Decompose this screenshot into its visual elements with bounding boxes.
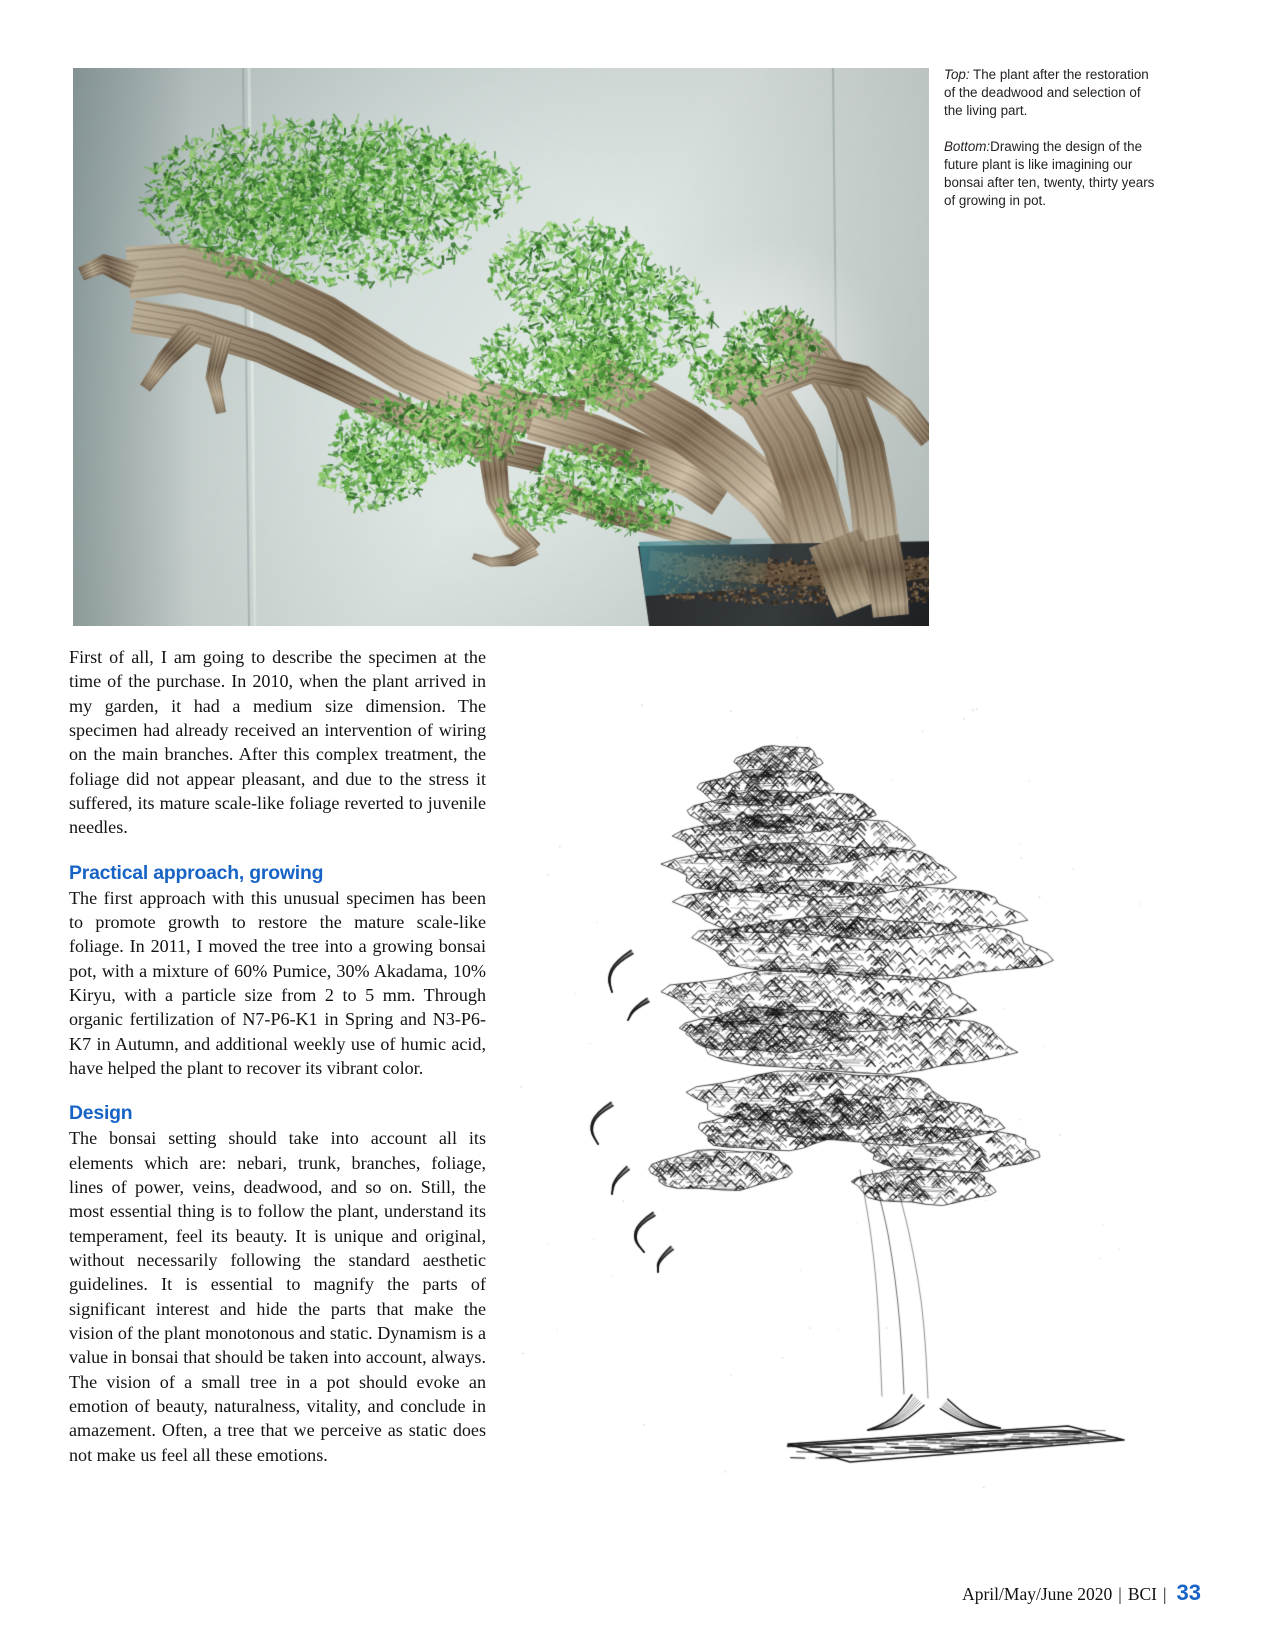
caption-top-text: The plant after the restoration of the deadwood and selection of the living part.: [944, 67, 1149, 118]
article-paragraph-practical-approach: The first approach with this unusual specimen has been to promote growth to restore the mature scale-like foliage. In 2011, I moved the tree into a growing bonsai pot, with a mixture of 60% Pumice, 30% Akadama, 10% Kiryu, with a particle size from 2 to 5 mm. Through organic fertilization of N7-P6-K1 in Spring and N3-P6-K7 in Autumn, and additional weekly use of humic acid, have helped the plant to recover its vibrant color.: [69, 887, 486, 1078]
section-heading-practical-approach: Practical approach, growing: [69, 861, 324, 884]
photo-caption-column: [944, 66, 1156, 229]
footer-issue-date: April/May/June 2020: [962, 1584, 1113, 1604]
page-number: 33: [1176, 1580, 1201, 1605]
section-heading-design: Design: [69, 1102, 133, 1125]
footer-separator-2: |: [1163, 1584, 1167, 1604]
footer-publication: BCI: [1127, 1584, 1157, 1604]
bonsai-design-drawing: [520, 700, 1140, 1500]
caption-bottom-lead: Bottom:: [944, 139, 991, 155]
page-footer: [962, 1580, 1201, 1606]
article-paragraph-design: The bonsai setting should take into account all its elements which are: nebari, trunk, branches, foliage, lines of power, veins, deadwood, and so on. Still, the most essential thing is to follow the plant, understand its temperament, feel its beauty. It is unique and original, without necessarily following the standard aesthetic guidelines. It is essential to magnify the parts of significant interest and hide the parts that make the vision of the plant monotonous and static. Dynamism is a value in bonsai that should be taken into account, always. The vision of a small tree in a pot should evoke an emotion of beauty, naturalness, vitality, and conclude in amazement. Often, a tree that we perceive as static does not make us feel all these emotions.: [69, 1128, 486, 1465]
bonsai-photograph: [73, 68, 929, 626]
article-paragraph-intro: First of all, I am going to describe the specimen at the time of the purchase. In 2010, when the plant arrived in my garden, it had a medium size dimension. The specimen had already received an intervention of wiring on the main branches. After this complex treatment, the foliage did not appear pleasant, and due to the stress it suffered, its mature scale-like foliage reverted to juvenile needles.: [69, 647, 486, 838]
bonsai-design-drawing-canvas: [520, 700, 1140, 1500]
footer-separator-1: |: [1118, 1584, 1122, 1604]
caption-top-lead: Top:: [944, 67, 970, 82]
caption-bottom-text: Drawing the design of the future plant is like imagining our bonsai after ten, twenty, thirty years of growing in pot.: [944, 139, 1155, 208]
bonsai-photograph-canvas: [73, 68, 929, 626]
caption-top: [944, 66, 1156, 119]
article-text-column: [69, 645, 486, 1467]
caption-bottom: [944, 138, 1156, 209]
